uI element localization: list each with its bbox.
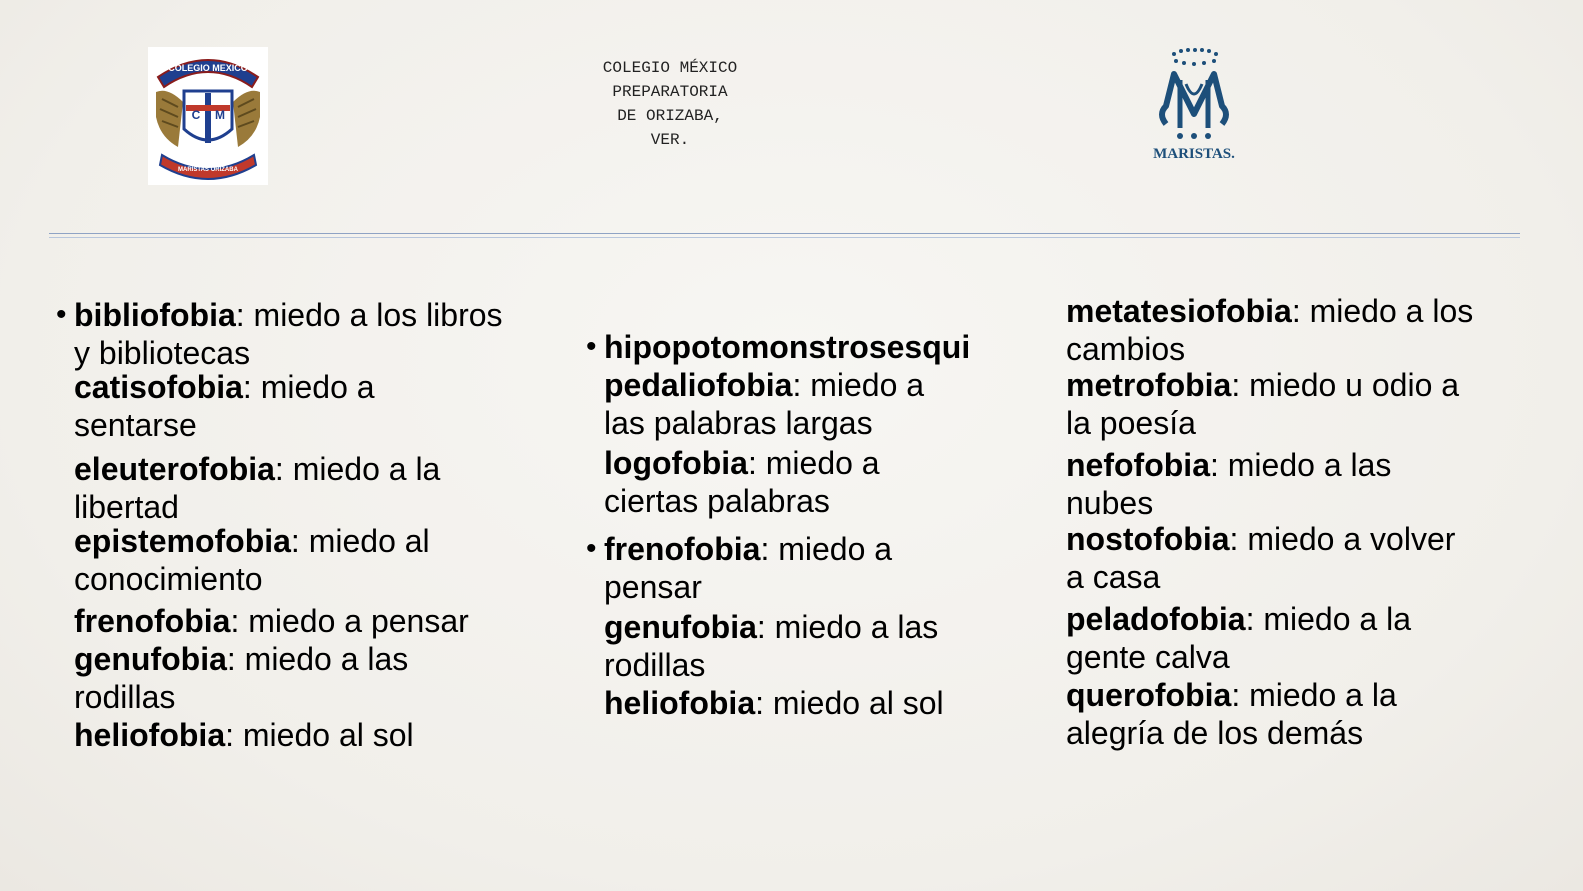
phobia-item	[74, 640, 408, 678]
phobia-item-cont	[604, 366, 924, 404]
phobia-item-cont	[1066, 484, 1153, 522]
phobia-definition: : miedo a pensar	[230, 603, 469, 639]
svg-text:M: M	[215, 108, 225, 122]
phobia-item-cont	[604, 646, 705, 684]
crest-bottom-text: MARISTAS ORIZABA	[178, 167, 238, 173]
phobia-term: heliofobia	[74, 717, 226, 753]
phobia-definition: : miedo a las	[1209, 447, 1392, 483]
phobia-definition: : miedo a la	[1231, 677, 1397, 713]
phobia-item-cont	[74, 678, 175, 716]
phobia-item	[604, 328, 970, 366]
phobia-item-cont	[74, 334, 250, 372]
phobia-item	[74, 450, 440, 488]
phobia-definition: : miedo a las	[226, 641, 409, 677]
school-header-line: DE ORIZABA,	[617, 107, 723, 125]
phobia-term: genufobia	[74, 641, 227, 677]
school-header-line: PREPARATORIA	[612, 83, 728, 101]
phobia-term: querofobia	[1066, 677, 1232, 713]
phobia-definition: alegría de los demás	[1066, 715, 1364, 751]
school-header-line: COLEGIO MÉXICO	[602, 59, 738, 77]
phobia-item-cont	[74, 560, 263, 598]
phobia-definition: : miedo a la	[274, 451, 441, 487]
phobia-term: heliofobia	[604, 685, 756, 721]
phobia-definition: la poesía	[1066, 405, 1196, 441]
phobia-item-cont	[1066, 714, 1363, 752]
phobia-term: genufobia	[604, 609, 757, 645]
phobia-definition: cambios	[1066, 331, 1186, 367]
bullet-icon: •	[586, 330, 597, 363]
phobia-term: metrofobia	[1066, 367, 1232, 403]
phobia-item	[604, 608, 938, 646]
phobia-definition: : miedo al sol	[225, 717, 414, 753]
phobia-item	[1066, 676, 1397, 714]
header-divider-shadow	[49, 237, 1520, 238]
school-header	[560, 56, 780, 152]
phobia-term: hipopotomonstrosesqui	[604, 329, 971, 365]
phobia-term: bibliofobia	[74, 297, 236, 333]
phobia-term: nefofobia	[1066, 447, 1210, 483]
phobia-term: catisofobia	[74, 369, 243, 405]
phobia-item-cont	[74, 406, 197, 444]
phobia-item-cont	[1066, 404, 1196, 442]
phobia-item	[74, 296, 503, 334]
phobia-definition: : miedo a	[747, 445, 880, 481]
phobia-term: nostofobia	[1066, 521, 1230, 557]
phobia-item-cont	[604, 568, 702, 606]
phobia-definition: : miedo a los	[1291, 293, 1474, 329]
phobia-item	[1066, 600, 1411, 638]
phobia-definition: rodillas	[74, 679, 176, 715]
phobia-item-cont	[1066, 638, 1230, 676]
bullet-icon: •	[586, 532, 597, 565]
phobia-item	[1066, 366, 1459, 404]
phobia-item-cont	[1066, 330, 1185, 368]
phobia-definition: rodillas	[604, 647, 706, 683]
phobia-definition: las palabras largas	[604, 405, 873, 441]
school-header-line: VER.	[650, 131, 690, 149]
phobia-term-cont: pedaliofobia	[604, 367, 793, 403]
phobia-term: metatesiofobia	[1066, 293, 1292, 329]
header-divider	[49, 233, 1520, 234]
phobia-definition: a casa	[1066, 559, 1161, 595]
phobia-item	[1066, 292, 1473, 330]
phobia-term: frenofobia	[74, 603, 231, 639]
bullet-icon: •	[56, 298, 67, 331]
phobia-item-cont	[74, 488, 179, 526]
phobia-term: frenofobia	[604, 531, 761, 567]
crest-top-text: COLEGIO MEXICO	[168, 63, 248, 73]
phobia-term: eleuterofobia	[74, 451, 275, 487]
phobia-definition: conocimiento	[74, 561, 263, 597]
phobia-definition: nubes	[1066, 485, 1154, 521]
phobia-item	[74, 522, 430, 560]
phobia-definition: : miedo a volver	[1229, 521, 1456, 557]
phobia-definition: y bibliotecas	[74, 335, 251, 371]
phobia-definition: pensar	[604, 569, 702, 605]
maristas-logo	[1136, 44, 1252, 164]
phobia-definition: sentarse	[74, 407, 197, 443]
phobia-item	[1066, 446, 1391, 484]
maristas-logo-text: MARISTAS.	[1153, 146, 1235, 162]
phobia-definition: libertad	[74, 489, 179, 525]
phobia-item	[604, 444, 880, 482]
phobia-item	[74, 602, 469, 640]
phobia-item-cont	[604, 404, 873, 442]
phobia-definition: : miedo al sol	[755, 685, 944, 721]
phobia-item	[74, 368, 375, 406]
phobia-definition: : miedo al	[290, 523, 430, 559]
phobia-definition: ciertas palabras	[604, 483, 830, 519]
phobia-item	[604, 684, 944, 722]
phobia-definition: : miedo a la	[1245, 601, 1411, 637]
phobia-term: logofobia	[604, 445, 748, 481]
phobia-definition: : miedo u odio a	[1231, 367, 1460, 403]
phobia-term: peladofobia	[1066, 601, 1246, 637]
phobia-item	[1066, 520, 1455, 558]
phobia-term: epistemofobia	[74, 523, 291, 559]
phobia-definition: : miedo a las	[756, 609, 939, 645]
svg-text:C: C	[191, 108, 201, 122]
phobia-item	[604, 530, 892, 568]
phobia-item-cont	[604, 482, 830, 520]
phobia-definition: : miedo a	[760, 531, 893, 567]
phobia-definition: : miedo a	[792, 367, 925, 403]
colegio-mexico-crest-logo	[148, 47, 268, 185]
phobia-definition: gente calva	[1066, 639, 1230, 675]
phobia-item-cont	[1066, 558, 1160, 596]
phobia-definition: : miedo a	[242, 369, 375, 405]
phobia-definition: : miedo a los libros	[235, 297, 503, 333]
phobia-item	[74, 716, 414, 754]
